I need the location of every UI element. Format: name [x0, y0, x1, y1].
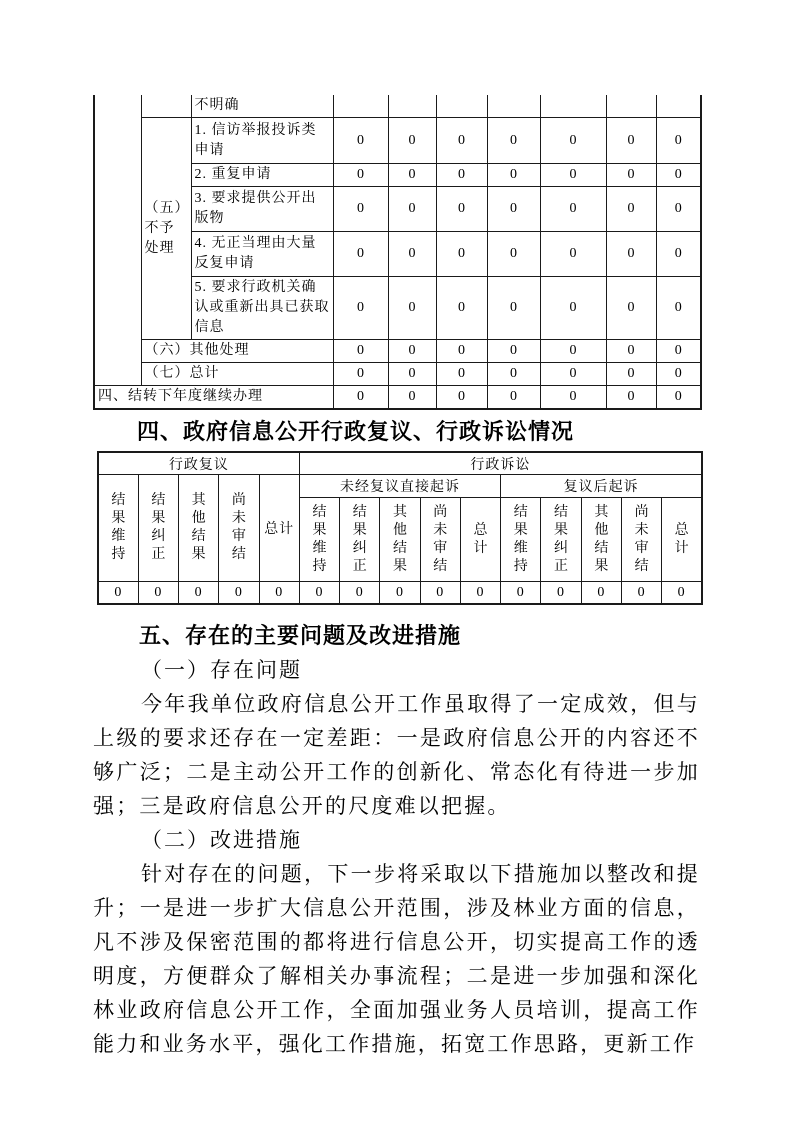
table-cell: 0 [388, 164, 436, 187]
table-cell: 0 [138, 582, 178, 605]
category-label: （五）不予处理 [141, 118, 191, 340]
table-cell: 0 [606, 118, 656, 164]
table-cell: 0 [540, 363, 606, 386]
row-label: 5. 要求行政机关确认或重新出具已获取信息 [191, 277, 333, 340]
table-cell: 0 [487, 232, 540, 277]
table-row [98, 582, 702, 605]
table-cell: 0 [388, 187, 436, 232]
table-cell: 0 [581, 582, 621, 605]
table-review-litigation [97, 451, 703, 605]
subgroup-header-after-review-suit: 复议后起诉 [501, 475, 702, 498]
table-cell: 0 [606, 277, 656, 340]
column-header [662, 498, 702, 582]
row-label: 四、结转下年度继续办理 [94, 386, 333, 410]
table-row [98, 475, 702, 498]
row-label: 3. 要求提供公开出版物 [191, 187, 333, 232]
table-cell: 0 [606, 232, 656, 277]
table-cell: 0 [540, 277, 606, 340]
table-cell: 0 [487, 277, 540, 340]
table-cell: 0 [333, 232, 388, 277]
column-header-label: 总计 [473, 522, 488, 556]
table-cell: 0 [656, 164, 701, 187]
table-cell: 0 [333, 386, 388, 410]
section5 [93, 619, 700, 1061]
table-cell: 0 [621, 582, 661, 605]
column-header [219, 475, 259, 582]
section5-paragraph-1: 今年我单位政府信息公开工作虽取得了一定成效，但与上级的要求还存在一定差距：一是政府信息公开的内容还不够广泛；二是主动公开工作的创新化、常态化有待进一步加强；三是政府信息公开的尺度难以把握。 [93, 692, 700, 818]
table-cell: 0 [436, 386, 487, 410]
empty-cut-cell [141, 95, 191, 118]
table-cell: 0 [487, 164, 540, 187]
column-header-label: 结果纠正 [352, 504, 367, 574]
table-cell: 0 [436, 187, 487, 232]
table-cell: 0 [436, 232, 487, 277]
column-header-label: 结果纠正 [554, 504, 569, 574]
column-header [340, 498, 380, 582]
table-cell: 0 [380, 582, 420, 605]
column-header-label: 结果维持 [312, 504, 327, 574]
table-cell: 0 [606, 363, 656, 386]
table-cell: 0 [487, 340, 540, 363]
row-label: （七）总计 [141, 363, 333, 386]
table-cell: 0 [436, 363, 487, 386]
table-cell: 0 [436, 164, 487, 187]
table-cell: 0 [540, 386, 606, 410]
table-cell [487, 95, 540, 118]
column-header-label: 尚未审结 [634, 504, 649, 574]
table-cell: 0 [460, 582, 500, 605]
table-cell: 0 [540, 340, 606, 363]
table-row [98, 452, 702, 475]
row-label: 不明确 [191, 95, 333, 118]
table-row [94, 340, 701, 363]
table-cell: 0 [436, 340, 487, 363]
table-cell: 0 [333, 164, 388, 187]
table-cell: 0 [606, 386, 656, 410]
row-label: 1. 信访举报投诉类申请 [191, 118, 333, 164]
column-header-label: 其他结果 [392, 504, 407, 574]
column-header [179, 475, 219, 582]
table-cell: 0 [540, 187, 606, 232]
table-cell: 0 [540, 164, 606, 187]
table-cell: 0 [333, 277, 388, 340]
table-cell: 0 [333, 340, 388, 363]
table-cell: 0 [487, 386, 540, 410]
table-cell: 0 [333, 363, 388, 386]
table-cell: 0 [541, 582, 581, 605]
table-cell: 0 [436, 118, 487, 164]
table-cell: 0 [656, 277, 701, 340]
table-row [94, 363, 701, 386]
table-cell: 0 [487, 118, 540, 164]
column-header [380, 498, 420, 582]
table-cell: 0 [388, 118, 436, 164]
table-cell: 0 [606, 340, 656, 363]
table-cell: 0 [179, 582, 219, 605]
section5-title: 五、存在的主要问题及改进措施 [139, 623, 462, 648]
column-header-label: 尚未审结 [231, 493, 246, 562]
table-cell: 0 [388, 232, 436, 277]
subgroup-header-direct-suit: 未经复议直接起诉 [299, 475, 500, 498]
table-cell: 0 [333, 118, 388, 164]
table-cell: 0 [656, 386, 701, 410]
table-cell: 0 [501, 582, 541, 605]
table-cell: 0 [656, 340, 701, 363]
table-cell: 0 [333, 187, 388, 232]
row-label: 4. 无正当理由大量反复申请 [191, 232, 333, 277]
table-cell: 0 [656, 363, 701, 386]
row-label: （六）其他处理 [141, 340, 333, 363]
group-header-litigation: 行政诉讼 [299, 452, 702, 475]
table-cell: 0 [606, 164, 656, 187]
column-header [138, 475, 178, 582]
table-cell [540, 95, 606, 118]
table-cell: 0 [259, 582, 299, 605]
table-cell: 0 [436, 277, 487, 340]
section5-sub2-title: （二）改进措施 [141, 828, 302, 852]
column-header-label: 结果纠正 [151, 493, 166, 562]
table-row [94, 95, 701, 118]
column-header [581, 498, 621, 582]
table-cell [606, 95, 656, 118]
column-header-label: 结果维持 [513, 504, 528, 574]
table-cell: 0 [656, 232, 701, 277]
column-header-label: 总计 [674, 522, 689, 556]
table-cell: 0 [388, 340, 436, 363]
section5-sub1-title: （一）存在问题 [141, 658, 302, 682]
table-cell [388, 95, 436, 118]
table-cell [656, 95, 701, 118]
column-header [299, 498, 339, 582]
table-cell: 0 [388, 363, 436, 386]
table-cell: 0 [388, 386, 436, 410]
column-header [541, 498, 581, 582]
column-header-label: 尚未审结 [433, 504, 448, 574]
column-header [621, 498, 661, 582]
table-cell: 0 [656, 187, 701, 232]
table-cell: 0 [420, 582, 460, 605]
table-cell [333, 95, 388, 118]
group-header-review: 行政复议 [98, 452, 299, 475]
column-header-label: 其他结果 [594, 504, 609, 574]
table-cell: 0 [606, 187, 656, 232]
column-header-total: 总计 [259, 475, 299, 582]
table-cell: 0 [656, 118, 701, 164]
section5-paragraph-2: 针对存在的问题，下一步将采取以下措施加以整改和提升；一是进一步扩大信息公开范围，涉及林业方面的信息，凡不涉及保密范围的都将进行信息公开，切实提高工作的透明度，方便群众了解相关办事流程；二是进一步加强和深化林业政府信息公开工作，全面加强业务人员培训，提高工作能力和业务水平，强化工作措施，拓宽工作思路，更新工作 [93, 862, 700, 1056]
table-cell: 0 [487, 363, 540, 386]
column-header [420, 498, 460, 582]
table-cell: 0 [299, 582, 339, 605]
table-cell: 0 [487, 187, 540, 232]
table-row [94, 118, 701, 164]
column-header [460, 498, 500, 582]
row-label: 2. 重复申请 [191, 164, 333, 187]
column-header [501, 498, 541, 582]
table-cell [436, 95, 487, 118]
section4-title: 四、政府信息公开行政复议、行政诉讼情况 [137, 419, 575, 444]
table-row [94, 386, 701, 410]
table-cell: 0 [662, 582, 702, 605]
table-processing-results [93, 95, 702, 410]
column-header [98, 475, 138, 582]
table-cell: 0 [98, 582, 138, 605]
table-cell: 0 [219, 582, 259, 605]
table-cell: 0 [388, 277, 436, 340]
empty-category-cell [94, 95, 141, 386]
column-header-label: 其他结果 [191, 493, 206, 562]
table-cell: 0 [540, 232, 606, 277]
column-header-label: 结果维持 [111, 493, 126, 562]
table-cell: 0 [340, 582, 380, 605]
table-cell: 0 [540, 118, 606, 164]
